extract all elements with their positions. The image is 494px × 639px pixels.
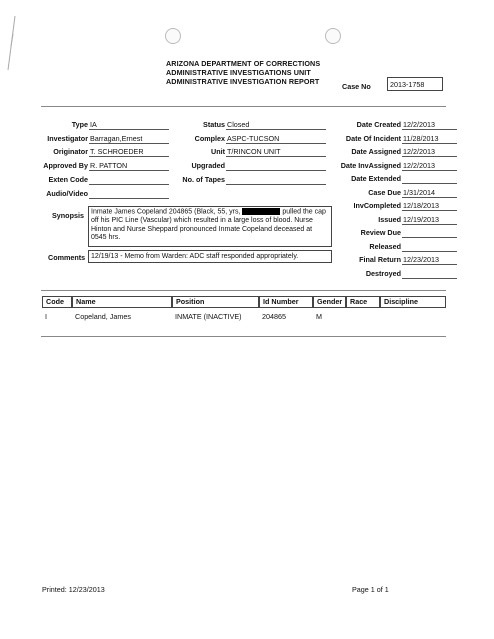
approved-by-underline xyxy=(89,170,169,171)
case-no-value: 2013-1758 xyxy=(387,77,443,91)
review-due-underline xyxy=(402,237,457,238)
audio-video-underline xyxy=(89,198,169,199)
page-number: Page 1 of 1 xyxy=(352,585,389,594)
released-label: Released xyxy=(369,241,401,251)
issued-underline xyxy=(402,224,457,225)
comments-text: 12/19/13 - Memo from Warden: ADC staff responded appropriately. xyxy=(88,250,332,263)
status-underline xyxy=(226,129,326,130)
table-cell-position: INMATE (INACTIVE) xyxy=(175,312,242,321)
status-label: Status xyxy=(203,120,225,129)
investigator-label: Investigator xyxy=(47,133,88,143)
punch-hole-right xyxy=(325,28,341,44)
no-of-tapes-label: No. of Tapes xyxy=(182,174,225,184)
review-due-label: Review Due xyxy=(360,228,401,237)
invcompleted-underline xyxy=(402,210,457,211)
date-of-incident-label: Date Of Incident xyxy=(345,133,401,143)
comments-label: Comments xyxy=(48,253,86,262)
date-invassigned-underline xyxy=(402,170,457,171)
synopsis-text xyxy=(88,206,332,247)
printed-date: Printed: 12/23/2013 xyxy=(42,585,105,594)
date-assigned-underline xyxy=(402,156,457,157)
issued-label: Issued xyxy=(378,214,401,224)
invcompleted-value: 12/18/2013 xyxy=(403,201,439,210)
column-header-id-number: Id Number xyxy=(259,296,313,308)
header-line-1: ARIZONA DEPARTMENT OF CORRECTIONS xyxy=(166,59,321,68)
synopsis-label: Synopsis xyxy=(52,211,84,220)
date-invassigned-value: 12/2/2013 xyxy=(403,160,435,170)
destroyed-label: Destroyed xyxy=(365,268,401,278)
released-underline xyxy=(402,251,457,252)
complex-label: Complex xyxy=(194,133,225,143)
date-of-incident-value: 11/28/2013 xyxy=(403,133,439,143)
column-header-gender: Gender xyxy=(313,296,346,308)
complex-underline xyxy=(226,143,326,144)
invcompleted-label: InvCompleted xyxy=(353,201,401,210)
date-created-label: Date Created xyxy=(356,120,401,129)
date-extended-underline xyxy=(402,183,457,184)
table-cell-code: I xyxy=(45,312,47,321)
destroyed-underline xyxy=(402,278,457,279)
originator-label: Originator xyxy=(53,147,88,157)
column-header-discipline: Discipline xyxy=(380,296,446,308)
column-header-race: Race xyxy=(346,296,380,308)
case-no-label: Case No xyxy=(342,82,371,91)
column-header-code: Code xyxy=(42,296,72,308)
approved-by-value: R. PATTON xyxy=(90,161,128,171)
approved-by-label: Approved By xyxy=(43,161,88,171)
complex-value: ASPC-TUCSON xyxy=(227,133,280,143)
unit-value: T/RINCON UNIT xyxy=(227,147,281,157)
column-header-position: Position xyxy=(172,296,259,308)
table-bottom-rule xyxy=(41,336,446,337)
type-label: Type xyxy=(71,120,88,129)
final-return-underline xyxy=(402,264,457,265)
punch-hole-left xyxy=(165,28,181,44)
status-value: Closed xyxy=(227,120,250,129)
audio-video-label: Audio/Video xyxy=(46,188,88,198)
date-assigned-label: Date Assigned xyxy=(351,147,401,156)
issued-value: 12/19/2013 xyxy=(403,214,439,224)
type-underline xyxy=(89,129,169,130)
margin-pen-mark xyxy=(4,14,18,74)
synopsis-text-after: pulled the cap off his PIC Line (Vascular) which resulted in a large loss of blood. Nurse Hinton and Nurse Sheppard pronounced Inmate Copeland deceased at 0545 hrs. xyxy=(91,208,326,242)
date-created-value: 12/2/2013 xyxy=(403,120,435,129)
date-assigned-value: 12/2/2013 xyxy=(403,147,435,156)
header-line-2: ADMINISTRATIVE INVESTIGATIONS UNIT xyxy=(166,68,311,77)
date-of-incident-underline xyxy=(402,143,457,144)
upgraded-label: Upgraded xyxy=(191,161,225,171)
exten-code-underline xyxy=(89,184,169,185)
final-return-label: Final Return xyxy=(359,255,401,264)
table-top-rule xyxy=(41,290,446,291)
date-invassigned-label: Date InvAssigned xyxy=(340,160,401,170)
investigator-underline xyxy=(89,143,169,144)
exten-code-label: Exten Code xyxy=(48,174,88,184)
type-value: IA xyxy=(90,120,97,129)
table-cell-id-number: 204865 xyxy=(262,312,286,321)
synopsis-text-before: Inmate James Copeland 204865 (Black, 55, yrs, xyxy=(91,208,241,216)
table-cell-gender: M xyxy=(316,312,322,321)
no-of-tapes-underline xyxy=(226,184,326,185)
unit-underline xyxy=(226,156,326,157)
investigator-value: Barragan,Ernest xyxy=(90,133,143,143)
column-header-name: Name xyxy=(72,296,172,308)
final-return-value: 12/23/2013 xyxy=(403,255,439,264)
header-rule xyxy=(41,106,446,107)
unit-label: Unit xyxy=(211,147,225,157)
originator-value: T. SCHROEDER xyxy=(90,147,144,157)
case-due-label: Case Due xyxy=(368,187,401,197)
originator-underline xyxy=(89,156,169,157)
date-created-underline xyxy=(402,129,457,130)
header-line-3: ADMINISTRATIVE INVESTIGATION REPORT xyxy=(166,77,320,86)
redaction-block xyxy=(242,208,280,215)
case-due-underline xyxy=(402,197,457,198)
table-cell-name: Copeland, James xyxy=(75,312,131,321)
date-extended-label: Date Extended xyxy=(351,174,401,183)
case-due-value: 1/31/2014 xyxy=(403,187,435,197)
upgraded-underline xyxy=(226,170,326,171)
